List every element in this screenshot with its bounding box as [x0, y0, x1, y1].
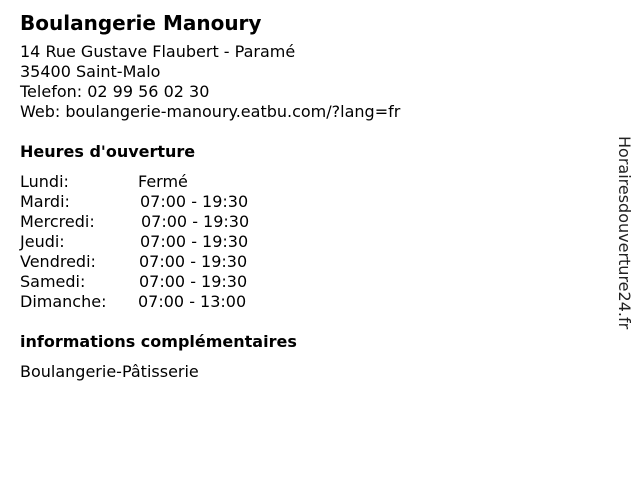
address-line-2: 35400 Saint-Malo [20, 62, 161, 81]
business-listing [20, 10, 600, 382]
day-hours: 07:00 - 19:30 [140, 232, 249, 251]
day-hours: 07:00 - 19:30 [141, 212, 250, 231]
day-hours: 07:00 - 13:00 [138, 292, 247, 311]
hours-row-thursday [20, 232, 600, 252]
day-label: Jeudi: [20, 232, 65, 251]
business-name: Boulangerie Manoury [20, 11, 262, 35]
address-line-1: 14 Rue Gustave Flaubert - Paramé [20, 42, 296, 61]
day-hours: 07:00 - 19:30 [140, 192, 249, 211]
day-label: Vendredi: [20, 252, 96, 271]
opening-hours-table [20, 172, 600, 312]
opening-hours-title: Heures d'ouverture [20, 142, 196, 161]
day-hours: 07:00 - 19:30 [139, 252, 248, 271]
day-label: Samedi: [20, 272, 86, 291]
day-label: Mercredi: [20, 212, 95, 231]
day-hours: 07:00 - 19:30 [139, 272, 248, 291]
hours-row-sunday [20, 292, 600, 312]
site-brand-watermark: Horairesdouverture24.fr [615, 136, 634, 330]
day-label: Mardi: [20, 192, 70, 211]
hours-row-friday [20, 252, 600, 272]
phone-number: Telefon: 02 99 56 02 30 [20, 82, 210, 101]
day-label: Dimanche: [20, 292, 107, 311]
hours-row-saturday [20, 272, 600, 292]
website: Web: boulangerie-manoury.eatbu.com/?lang=fr [20, 102, 401, 121]
hours-row-tuesday [20, 192, 600, 212]
additional-info-title: informations complémentaires [20, 332, 297, 351]
hours-row-wednesday [20, 212, 600, 232]
business-category: Boulangerie-Pâtisserie [20, 362, 199, 381]
hours-row-monday [20, 172, 600, 192]
day-hours: Fermé [138, 172, 188, 191]
day-label: Lundi: [20, 172, 69, 191]
